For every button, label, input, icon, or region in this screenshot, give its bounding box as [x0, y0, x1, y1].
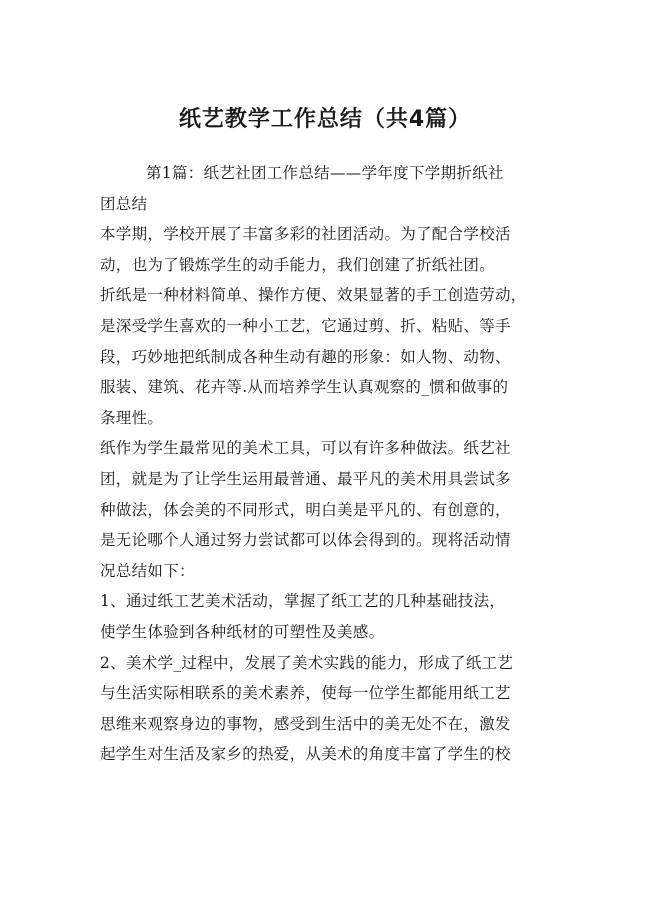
text-line: 服装、建筑、花卉等.从而培养学生认真观察的_惯和做事的 [100, 378, 509, 397]
document-body [100, 158, 562, 770]
paragraph-3 [100, 433, 562, 586]
paragraph-1 [100, 219, 562, 280]
subheading-line: 第1篇：纸艺社团工作总结——学年度下学期折纸社 [146, 164, 504, 182]
text-line: 2、美术学_过程中，发展了美术实践的能力，形成了纸工艺 [100, 653, 514, 672]
text-line: 与生活实际相联系的美术素养，使每一位学生都能用纸工艺 [100, 684, 511, 703]
paragraph-4 [100, 586, 562, 647]
text-line: 折纸是一种材料简单、操作方便、效果显著的手工创造劳动， [100, 286, 527, 305]
text-line: 团，就是为了让学生运用最普通、最平凡的美术用具尝试多 [100, 469, 511, 488]
document-title: 纸艺教学工作总结（共4篇） [178, 107, 472, 132]
text-line: 纸作为学生最常见的美术工具，可以有许多种做法。纸艺社 [100, 439, 511, 458]
text-line: 本学期，学校开展了丰富多彩的社团活动。为了配合学校活 [100, 225, 511, 244]
text-line: 起学生对生活及家乡的热爱，从美术的角度丰富了学生的校 [100, 745, 511, 764]
subheading-line: 团总结 [100, 194, 148, 213]
text-line: 是深受学生喜欢的一种小工艺，它通过剪、折、粘贴、等手 [100, 316, 511, 335]
text-line: 动，也为了锻炼学生的动手能力，我们创建了折纸社团。 [100, 255, 496, 274]
text-line: 段，巧妙地把纸制成各种生动有趣的形象：如人物、动物、 [100, 347, 511, 366]
text-line: 是无论哪个人通过努力尝试都可以体会得到的。现将活动情 [100, 531, 511, 550]
text-line: 种做法，体会美的不同形式，明白美是平凡的、有创意的， [100, 500, 511, 519]
paragraph-5 [100, 648, 562, 770]
text-line: 条理性。 [100, 408, 164, 427]
subheading [100, 158, 562, 219]
text-line: 1、通过纸工艺美术活动，掌握了纸工艺的几种基础技法， [100, 592, 506, 611]
text-line: 思维来观察身边的事物，感受到生活中的美无处不在，激发 [100, 714, 511, 733]
text-line: 使学生体验到各种纸材的可塑性及美感。 [100, 622, 385, 641]
paragraph-2 [100, 280, 562, 433]
text-line: 况总结如下： [100, 561, 195, 580]
